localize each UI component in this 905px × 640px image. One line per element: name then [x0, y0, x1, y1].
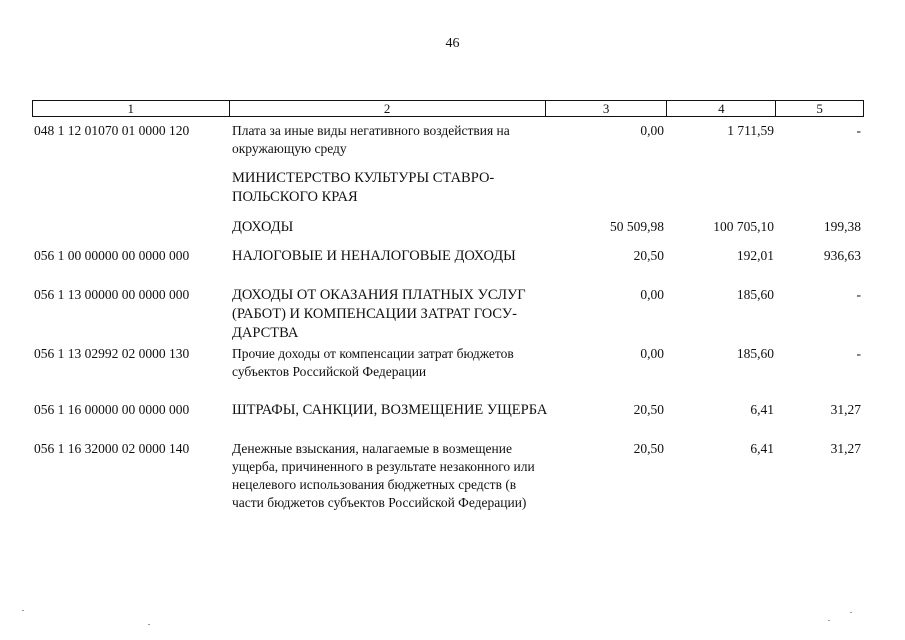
- scan-speck: [850, 612, 852, 613]
- row-value-col3: 0,00: [640, 346, 664, 361]
- row-value-col5: -: [856, 287, 861, 302]
- table-header: [32, 100, 864, 117]
- header-col-4: 4: [667, 101, 776, 116]
- row-name: НАЛОГОВЫЕ И НЕНАЛОГОВЫЕ ДОХОДЫ: [232, 248, 516, 264]
- row-code: 056 1 13 00000 00 0000 000: [34, 287, 190, 302]
- row-value-col5: 31,27: [830, 402, 861, 417]
- row-code: 048 1 12 01070 01 0000 120: [34, 123, 190, 138]
- row-value-col4: 185,60: [736, 346, 774, 361]
- row-name: Прочие доходы от компенсации затрат бюджетов субъектов Российской Федерации: [232, 346, 514, 379]
- row-value-col3: 20,50: [633, 441, 664, 456]
- row-value-col5: 936,63: [823, 248, 861, 263]
- row-value-col4: 192,01: [736, 248, 774, 263]
- row-code: 056 1 16 00000 00 0000 000: [34, 402, 190, 417]
- row-name: Денежные взыскания, налагаемые в возмещение ущерба, причиненного в результате незаконного или нецелевого использования бюджетных средств (в части бюджетов субъектов Российской Федерации): [232, 441, 535, 510]
- header-col-3: 3: [546, 101, 668, 116]
- row-value-col5: 31,27: [830, 441, 861, 456]
- row-code: 056 1 16 32000 02 0000 140: [34, 441, 190, 456]
- row-name: МИНИСТЕРСТВО КУЛЬТУРЫ СТАВРО-ПОЛЬСКОГО КРАЯ: [232, 170, 495, 205]
- row-name: ДОХОДЫ ОТ ОКАЗАНИЯ ПЛАТНЫХ УСЛУГ (РАБОТ) И КОМПЕНСАЦИИ ЗАТРАТ ГОСУ-ДАРСТВА: [232, 287, 526, 341]
- row-code: 056 1 00 00000 00 0000 000: [34, 248, 190, 263]
- header-col-1: 1: [33, 101, 230, 116]
- row-value-col4: 185,60: [736, 287, 774, 302]
- scan-speck: [22, 610, 24, 611]
- row-value-col3: 50 509,98: [610, 219, 664, 234]
- row-value-col4: 1 711,59: [727, 123, 774, 138]
- row-value-col5: -: [856, 123, 861, 138]
- row-name: Плата за иные виды негативного воздействия на окружающую среду: [232, 123, 510, 156]
- header-col-2: 2: [230, 101, 546, 116]
- row-value-col4: 6,41: [750, 402, 774, 417]
- row-value-col5: 199,38: [823, 219, 861, 234]
- page-number: 46: [445, 36, 460, 51]
- row-name: ДОХОДЫ: [232, 219, 294, 235]
- row-name: ШТРАФЫ, САНКЦИИ, ВОЗМЕЩЕНИЕ УЩЕРБА: [232, 402, 548, 418]
- row-value-col3: 0,00: [640, 123, 664, 138]
- row-value-col3: 20,50: [633, 248, 664, 263]
- row-value-col4: 100 705,10: [713, 219, 774, 234]
- header-col-5: 5: [816, 101, 823, 116]
- row-code: 056 1 13 02992 02 0000 130: [34, 346, 190, 361]
- row-value-col4: 6,41: [750, 441, 774, 456]
- row-value-col3: 20,50: [633, 402, 664, 417]
- row-value-col3: 0,00: [640, 287, 664, 302]
- scan-speck: [828, 620, 830, 621]
- scan-speck: [148, 624, 150, 625]
- row-value-col5: -: [856, 346, 861, 361]
